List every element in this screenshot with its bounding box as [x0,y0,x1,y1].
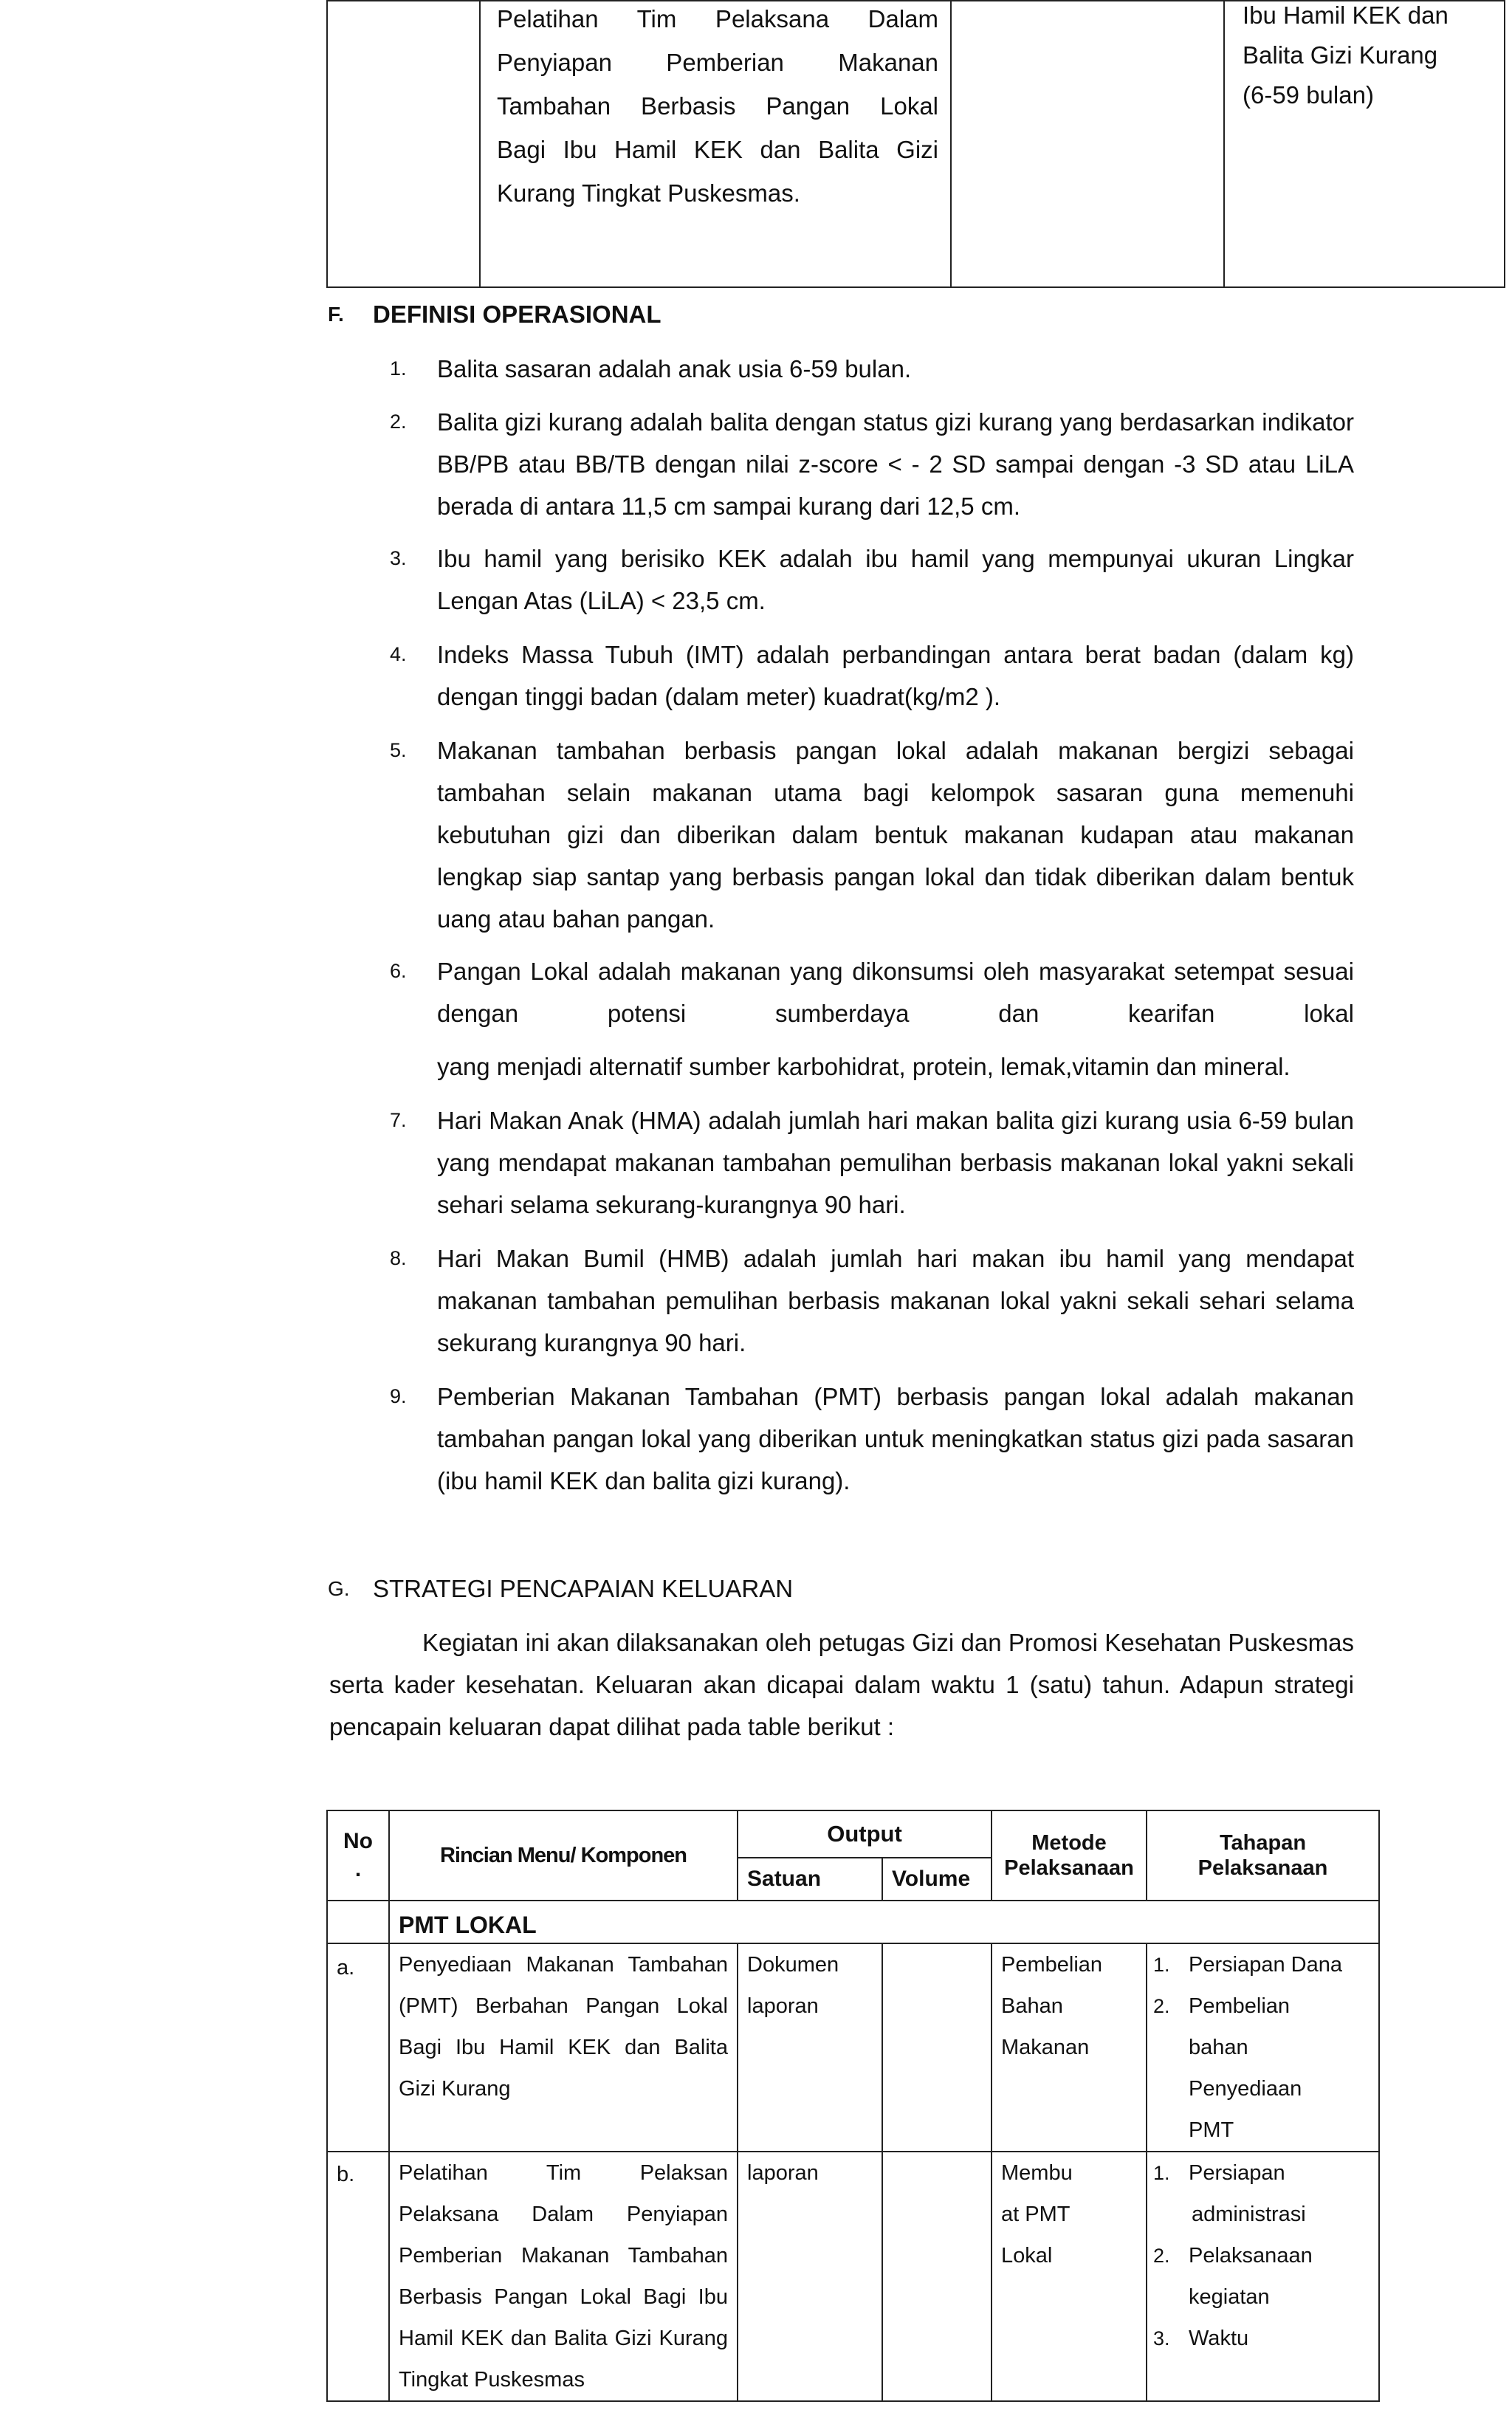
tahapan-step-line: administrasi [1192,2203,1306,2226]
table-row [327,1943,1379,2152]
activity-line: Penyiapan Pemberian Makanan [497,49,938,76]
definition-text: Pemberian Makanan Tambahan (PMT) berbasis pangan lokal adalah makanan tambahan pangan lokal yang diberikan untuk meningkatkan status gizi pada sasaran (ibu hamil KEK dan balita gizi kurang). [437,1383,1354,1494]
target-line: Ibu Hamil KEK dan [1243,1,1449,29]
top-table-activity-text [481,0,950,215]
activity-line: Tambahan Berbasis Pangan Lokal [497,92,938,120]
top-table-empty-cell [951,1,1224,287]
definition-text: Hari Makan Bumil (HMB) adalah jumlah hari makan ibu hamil yang mendapat makanan tambahan pemulihan berbasis makanan lokal yakni sekali sehari selama sekurang kurangnya 90 hari. [437,1245,1354,1356]
tahapan-step: 1. Persiapan [1153,2161,1285,2185]
row-no: b. [327,2152,389,2401]
top-table-fragment [326,0,1505,288]
tahapan-step-line: bahan [1189,2036,1248,2059]
target-line: (6-59 bulan) [1243,81,1374,109]
definition-number: 7. [390,1109,407,1131]
row-volume [882,2152,992,2401]
top-table-activity-cell [480,1,951,287]
header-tahapan: Tahapan Pelaksanaan [1147,1810,1379,1901]
row-satuan: laporan [738,2152,882,2401]
definition-number: 6. [390,960,407,982]
definition-text-continuation: yang menjadi alternatif sumber karbohidrat, protein, lemak,vitamin dan mineral. [437,1053,1291,1080]
row-satuan: Dokumen laporan [738,1943,882,2152]
group-no-cell [327,1901,389,1943]
header-metode: Metode Pelaksanaan [992,1810,1147,1901]
top-table-target-cell [1224,1,1505,287]
header-volume: Volume [882,1858,992,1901]
activity-line: Pelatihan Tim Pelaksana Dalam [497,5,938,32]
tahapan-step: 1. Persiapan Dana [1153,1953,1342,1977]
tahapan-step-line: kegiatan [1189,2285,1270,2309]
definition-text: Balita sasaran adalah anak usia 6-59 bulan. [437,355,912,382]
definition-text: Makanan tambahan berbasis pangan lokal adalah makanan bergizi sebagai tambahan selain makanan utama bagi kelompok sasaran guna memenuhi kebutuhan gizi dan diberikan dalam bentuk makanan kudapan atau makanan lengkap siap santap yang berbasis pangan lokal dan tidak diberikan dalam bentuk uang atau bahan pangan. [437,737,1354,933]
tahapan-step-line: PMT [1189,2118,1234,2142]
row-rincian: Penyediaan Makanan Tambahan (PMT) Berbahan Pangan Lokal Bagi Ibu Hamil KEK dan Balita Gizi Kurang [389,1943,738,2152]
definition-text: Pangan Lokal adalah makanan yang dikonsumsi oleh masyarakat setempat sesuai dengan potensi sumberdaya dan kearifan lokal [437,958,1354,1027]
top-table-no-cell [327,1,480,287]
activity-line: Kurang Tingkat Puskesmas. [497,179,800,207]
tahapan-step: 3. Waktu [1153,2327,1249,2350]
row-no: a. [327,1943,389,2152]
tahapan-step: 2. Pelaksanaan [1153,2244,1313,2268]
definition-number: 8. [390,1247,407,1269]
definition-number: 4. [390,643,407,665]
strategy-paragraph: Kegiatan ini akan dilaksanakan oleh petugas Gizi dan Promosi Kesehatan Puskesmas serta kader kesehatan. Keluaran akan dicapai dalam waktu 1 (satu) tahun. Adapun strategi pencapain keluaran dapat dilihat pada table berikut : [329,1629,1354,1740]
definition-text: Balita gizi kurang adalah balita dengan status gizi kurang yang berdasarkan indikator BB/PB atau BB/TB dengan nilai z-score < - 2 SD sampai dengan -3 SD atau LiLA berada di antara 11,5 cm sampai kurang dari 12,5 cm. [437,408,1354,520]
section-g-letter: G. [328,1577,350,1600]
table-row [327,2152,1379,2401]
definition-number: 5. [390,739,407,761]
row-volume [882,1943,992,2152]
header-output: Output [738,1810,992,1858]
activity-line: Bagi Ibu Hamil KEK dan Balita Gizi [497,136,938,163]
top-table-target-text [1225,0,1504,115]
header-satuan: Satuan [738,1858,882,1901]
row-metode: Membu at PMT Lokal [992,2152,1147,2401]
row-tahapan [1147,2152,1379,2401]
definition-number: 3. [390,547,407,569]
definition-text: Indeks Massa Tubuh (IMT) adalah perbandingan antara berat badan (dalam kg) dengan tinggi badan (dalam meter) kuadrat(kg/m2 ). [437,641,1354,710]
row-rincian: Pelatihan Tim Pelaksan Pelaksana Dalam Penyiapan Pemberian Makanan Tambahan Berbasis Pangan Lokal Bagi Ibu Hamil KEK dan Balita Gizi Kurang Tingkat Puskesmas [389,2152,738,2401]
header-rincian: Rincian Menu/ Komponen [389,1810,738,1901]
group-label: PMT LOKAL [399,1911,537,1938]
row-metode: Pembelian Bahan Makanan [992,1943,1147,2152]
header-no: No . [327,1810,389,1901]
strategy-table [326,1810,1380,2402]
tahapan-list [1147,2152,1378,2359]
definition-text: Hari Makan Anak (HMA) adalah jumlah hari makan balita gizi kurang usia 6-59 bulan yang mendapat makanan tambahan pemulihan berbasis makanan lokal yakni sekali sehari selama sekurang-kurangnya 90 hari. [437,1107,1354,1218]
definition-number: 2. [390,411,407,433]
group-label-cell [389,1901,1379,1943]
tahapan-step-line: Penyediaan [1189,2077,1302,2101]
target-line: Balita Gizi Kurang [1243,41,1438,69]
tahapan-list [1147,1944,1378,2151]
definition-text: Ibu hamil yang berisiko KEK adalah ibu hamil yang mempunyai ukuran Lingkar Lengan Atas (LiLA) < 23,5 cm. [437,545,1354,614]
tahapan-step: 2. Pembelian [1153,1994,1291,2018]
definition-number: 1. [390,357,407,380]
section-g-title: STRATEGI PENCAPAIAN KELUARAN [373,1575,794,1602]
row-tahapan [1147,1943,1379,2152]
section-f-title: DEFINISI OPERASIONAL [373,301,662,328]
section-f-letter: F. [328,303,344,326]
definition-number: 9. [390,1385,407,1407]
